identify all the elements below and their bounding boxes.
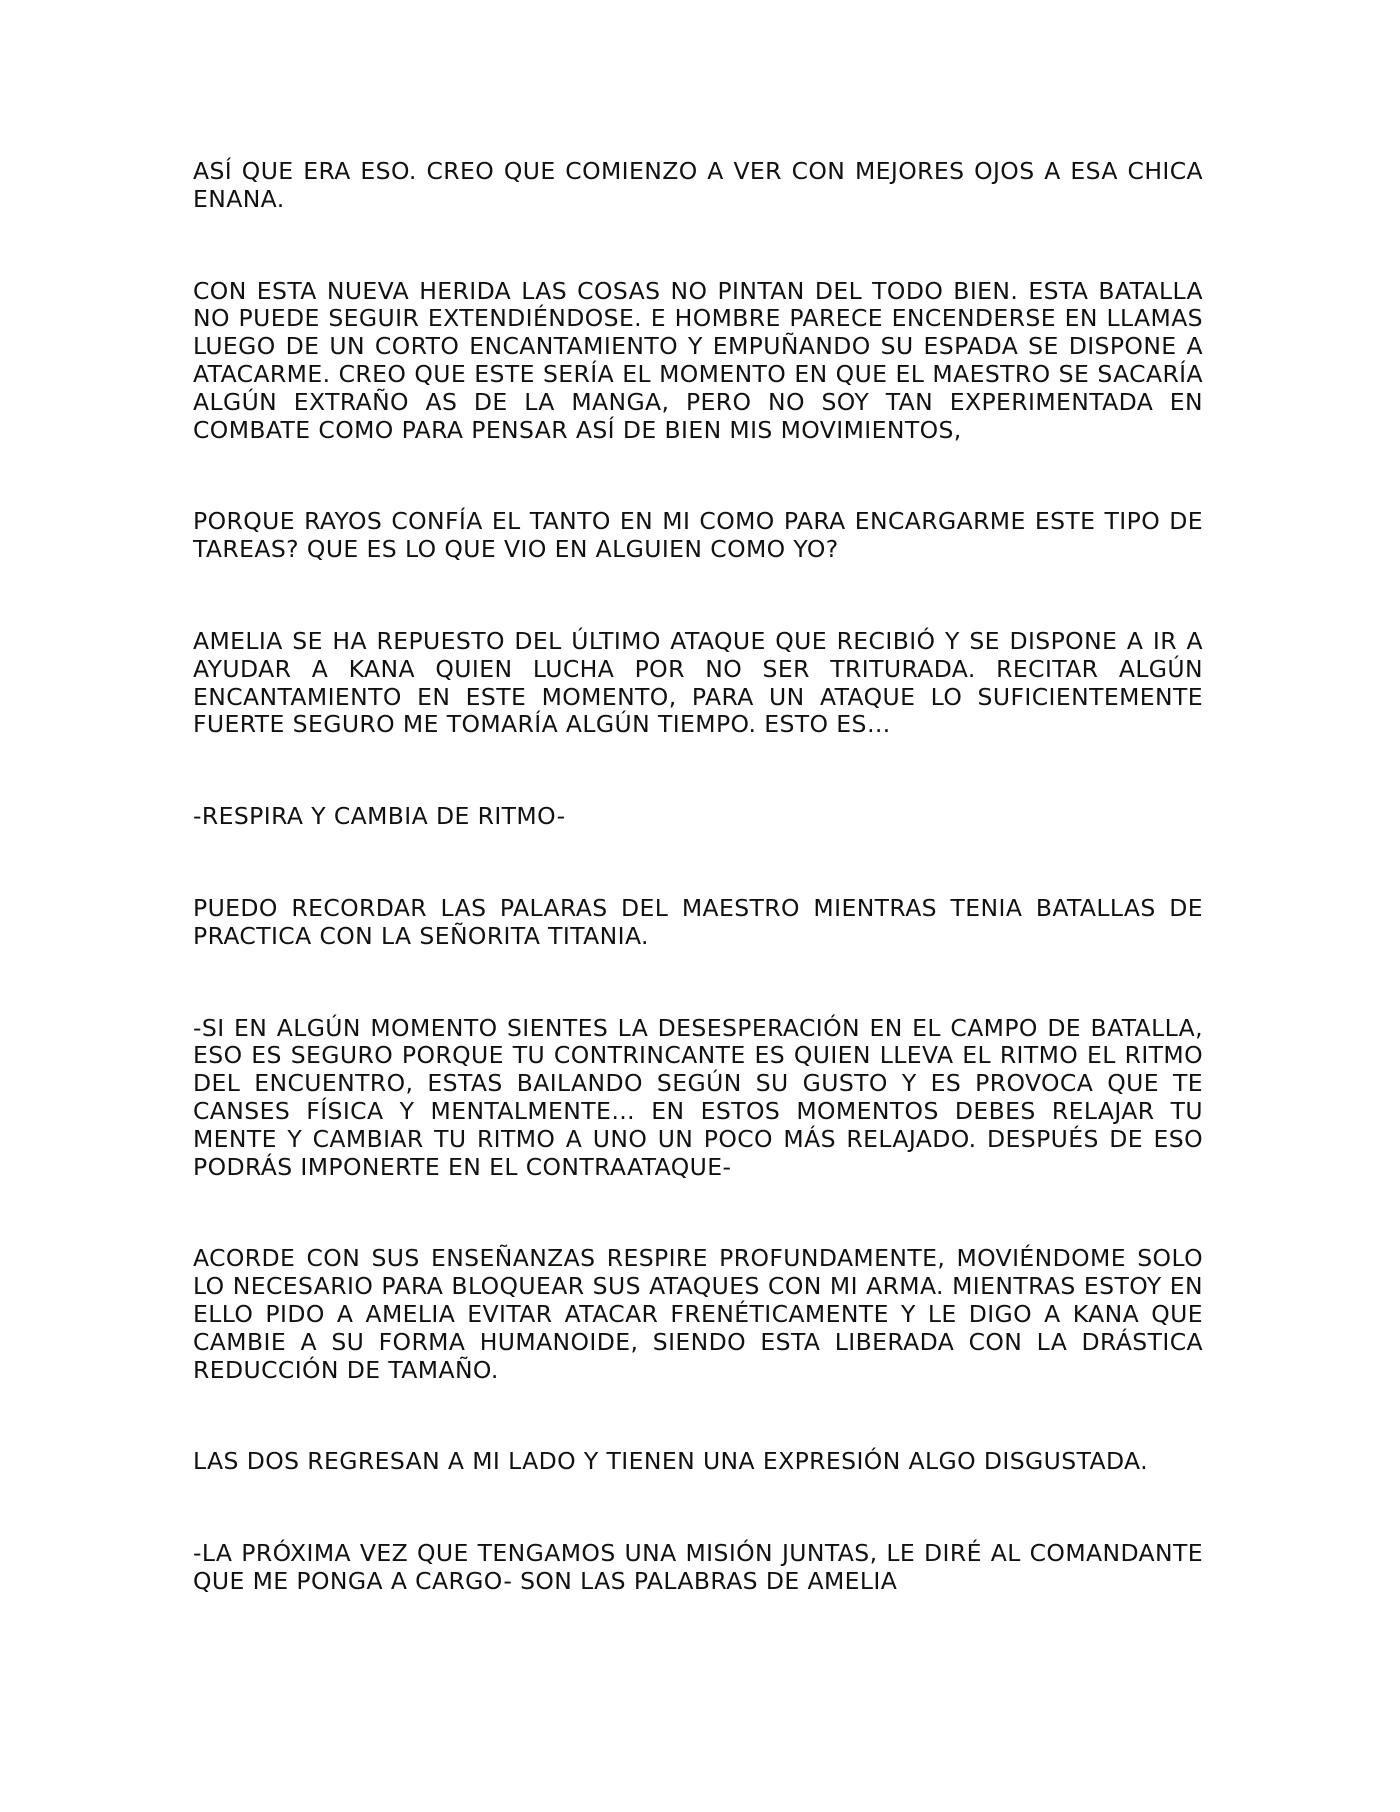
document-body [193,158,1203,1596]
paragraph-7: -SI EN ALGÚN MOMENTO SIENTES LA DESESPERACIÓN EN EL CAMPO DE BATALLA, ESO ES SEGURO PORQUE TU CONTRINCANTE ES QUIEN LLEVA EL RITMO EL RITMO DEL ENCUENTRO, ESTAS BAILANDO SEGÚN SU GUSTO Y ES PROVOCA QUE TE CANSES FÍSICA Y MENTALMENTE… EN ESTOS MOMENTOS DEBES RELAJAR TU MENTE Y CAMBIAR TU RITMO A UNO UN POCO MÁS RELAJADO. DESPUÉS DE ESO PODRÁS IMPONERTE EN EL CONTRAATAQUE- [193,1013,1203,1181]
paragraph-6: PUEDO RECORDAR LAS PALARAS DEL MAESTRO MIENTRAS TENIA BATALLAS DE PRACTICA CON LA SEÑORITA TITANIA. [193,893,1203,950]
paragraph-3: PORQUE RAYOS CONFÍA EL TANTO EN MI COMO PARA ENCARGARME ESTE TIPO DE TAREAS? QUE ES LO QUE VIO EN ALGUIEN COMO YO? [193,507,1203,564]
paragraph-8: ACORDE CON SUS ENSEÑANZAS RESPIRE PROFUNDAMENTE, MOVIÉNDOME SOLO LO NECESARIO PARA BLOQUEAR SUS ATAQUES CON MI ARMA. MIENTRAS ESTOY EN ELLO PIDO A AMELIA EVITAR ATACAR FRENÉTICAMENTE Y LE DIGO A KANA QUE CAMBIE A SU FORMA HUMANOIDE, SIENDO ESTA LIBERADA CON LA DRÁSTICA REDUCCIÓN DE TAMAÑO. [193,1244,1203,1384]
paragraph-1: ASÍ QUE ERA ESO. CREO QUE COMIENZO A VER CON MEJORES OJOS A ESA CHICA ENANA. [193,157,1203,213]
paragraph-2: CON ESTA NUEVA HERIDA LAS COSAS NO PINTAN DEL TODO BIEN. ESTA BATALLA NO PUEDE SEGUIR EXTENDIÉNDOSE. E HOMBRE PARECE ENCENDERSE EN LLAMAS LUEGO DE UN CORTO ENCANTAMIENTO Y EMPUÑANDO SU ESPADA SE DISPONE A ATACARME. CREO QUE ESTE SERÍA EL MOMENTO EN QUE EL MAESTRO SE SACARÍA ALGÚN EXTRAÑO AS DE LA MANGA, PERO NO SOY TAN EXPERIMENTADA EN COMBATE COMO PARA PENSAR ASÍ DE BIEN MIS MOVIMIENTOS, [193,276,1203,444]
paragraph-10: -LA PRÓXIMA VEZ QUE TENGAMOS UNA MISIÓN JUNTAS, LE DIRÉ AL COMANDANTE QUE ME PONGA A CARGO- SON LAS PALABRAS DE AMELIA [193,1539,1203,1595]
paragraph-9: LAS DOS REGRESAN A MI LADO Y TIENEN UNA EXPRESIÓN ALGO DISGUSTADA. [193,1447,1148,1476]
paragraph-5: -RESPIRA Y CAMBIA DE RITMO- [193,802,566,831]
paragraph-4: AMELIA SE HA REPUESTO DEL ÚLTIMO ATAQUE QUE RECIBIÓ Y SE DISPONE A IR A AYUDAR A KANA QUIEN LUCHA POR NO SER TRITURADA. RECITAR ALGÚN ENCANTAMIENTO EN ESTE MOMENTO, PARA UN ATAQUE LO SUFICIENTEMENTE FUERTE SEGURO ME TOMARÍA ALGÚN TIEMPO. ESTO ES… [193,626,1203,739]
